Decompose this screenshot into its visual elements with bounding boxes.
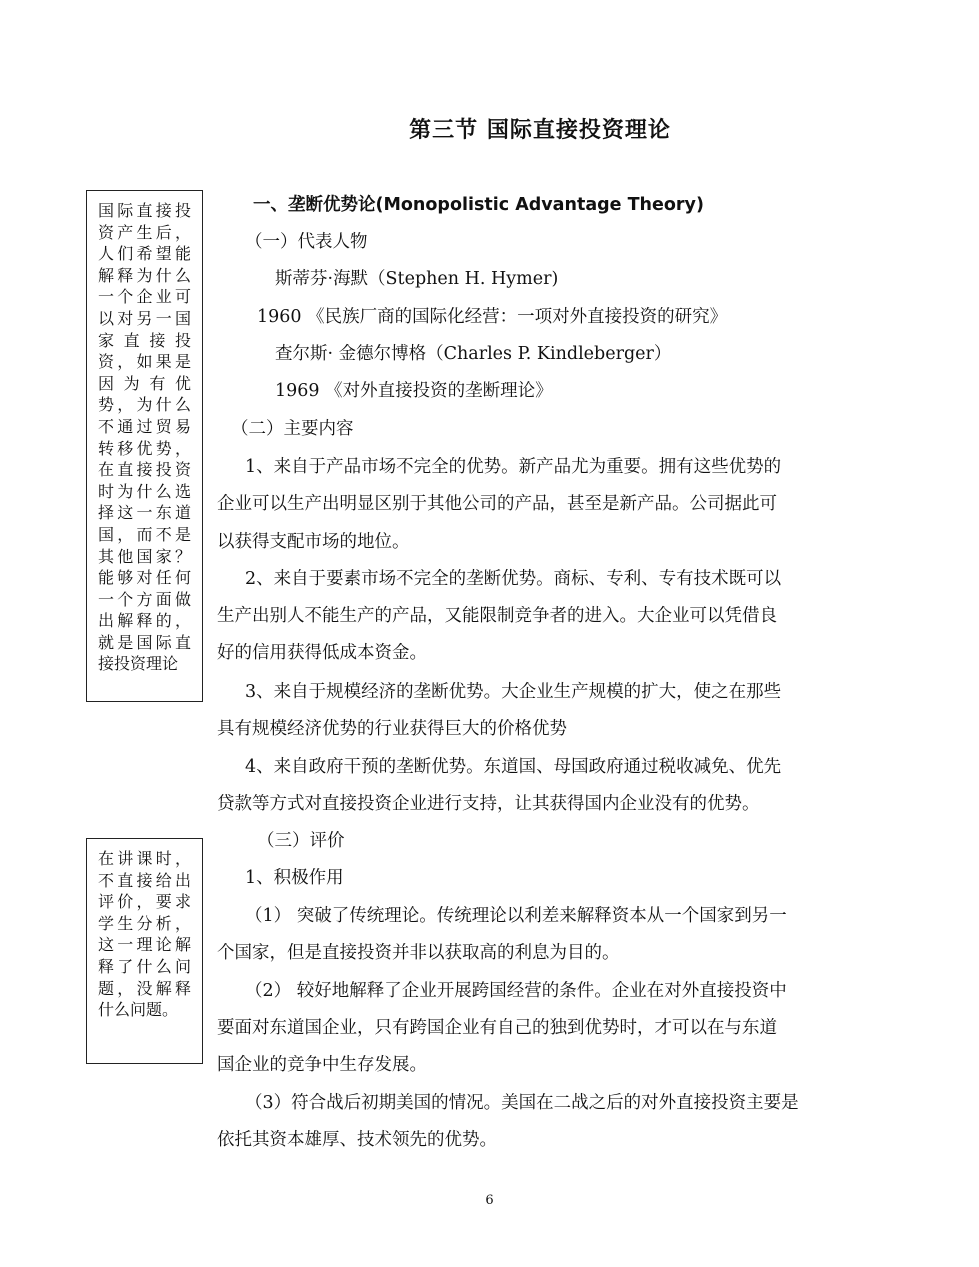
paragraph-line: 以获得支配市场的地位。 — [217, 532, 410, 552]
paragraph-line: 1、积极作用 — [245, 868, 344, 888]
paragraph-line: （2） 较好地解释了企业开展跨国经营的条件。企业在对外直接投资中 — [245, 981, 787, 1001]
paragraph-line: 依托其资本雄厚、技术领先的优势。 — [217, 1130, 497, 1150]
paragraph-line: 斯蒂芬·海默（Stephen H. Hymer) — [275, 269, 559, 289]
paragraph-line: 1969 《对外直接投资的垄断理论》 — [275, 381, 553, 401]
paragraph-line: 要面对东道国企业，只有跨国企业有自己的独到优势时，才可以在与东道 — [217, 1018, 777, 1038]
paragraph-line: 个国家，但是直接投资并非以获取高的利息为目的。 — [217, 943, 620, 963]
paragraph-line: 2、来自于要素市场不完全的垄断优势。商标、专利、专有技术既可以 — [245, 569, 782, 589]
paragraph-line: 国企业的竞争中生存发展。 — [217, 1055, 427, 1075]
margin-note-box — [86, 190, 203, 702]
paragraph-line: （3）符合战后初期美国的情况。美国在二战之后的对外直接投资主要是 — [245, 1093, 799, 1113]
page-title: 第三节 国际直接投资理论 — [409, 118, 671, 143]
paragraph-line: 1、来自于产品市场不完全的优势。新产品尤为重要。拥有这些优势的 — [245, 457, 782, 477]
paragraph-line: 贷款等方式对直接投资企业进行支持，让其获得国内企业没有的优势。 — [217, 794, 760, 814]
paragraph-line: 生产出别人不能生产的产品，又能限制竞争者的进入。大企业可以凭借良 — [217, 606, 777, 626]
margin-note-text: 在讲课时，不直接给出评价，要求学生分析，这一理论解释了什么问题，没解释什么问题。 — [98, 849, 191, 1020]
margin-note-box — [86, 838, 203, 1064]
subsection-heading: （三）评价 — [257, 831, 345, 851]
paragraph-line: 好的信用获得低成本资金。 — [217, 643, 427, 663]
paragraph-line: 3、来自于规模经济的垄断优势。大企业生产规模的扩大，使之在那些 — [245, 682, 782, 702]
section-heading: 一、垄断优势论(Monopolistic Advantage Theory) — [253, 195, 704, 215]
paragraph-line: （1） 突破了传统理论。传统理论以利差来解释资本从一个国家到另一 — [245, 906, 787, 926]
paragraph-line: 1960 《民族厂商的国际化经营：一项对外直接投资的研究》 — [257, 307, 728, 327]
paragraph-line: 查尔斯· 金德尔博格（Charles P. Kindleberger） — [275, 344, 672, 364]
paragraph-line: 4、来自政府干预的垄断优势。东道国、母国政府通过税收减免、优先 — [245, 757, 782, 777]
paragraph-line: 企业可以生产出明显区别于其他公司的产品，甚至是新产品。公司据此可 — [217, 494, 777, 514]
page-number: 6 — [485, 1193, 494, 1208]
subsection-heading: （一）代表人物 — [245, 232, 368, 252]
subsection-heading: （二）主要内容 — [231, 419, 354, 439]
margin-note-text: 国际直接投资产生后，人们希望能解释为什么一个企业可以对另一国家直接投资，如果是因为有优势，为什么不通过贸易转移优势，在直接投资时为什么选择这一东道国，而不是其他国家？能够对任何一个方面做出解释的，就是国际直接投资理论 — [98, 201, 191, 674]
paragraph-line: 具有规模经济优势的行业获得巨大的价格优势 — [217, 719, 567, 739]
